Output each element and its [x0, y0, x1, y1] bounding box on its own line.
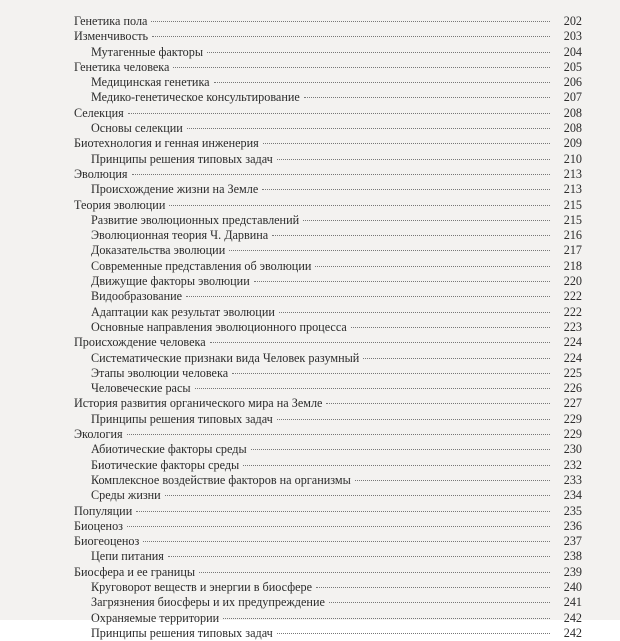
- toc-entry: [74, 167, 582, 182]
- toc-subentry: [74, 259, 582, 274]
- toc-entry: [74, 519, 582, 534]
- toc-page-number: 230: [563, 442, 582, 457]
- toc-entry: [74, 136, 582, 151]
- toc-subentry: [74, 488, 582, 503]
- toc-entry-title: Генетика человека: [74, 59, 170, 74]
- toc-entry-title: Теория эволюции: [74, 197, 166, 212]
- dot-leader: [326, 403, 550, 404]
- toc-page-number: 224: [563, 335, 582, 350]
- toc-entry: [74, 534, 582, 549]
- dot-leader: [279, 312, 550, 313]
- toc-page-number: 217: [563, 243, 582, 258]
- dot-leader: [128, 113, 550, 114]
- table-of-contents: [74, 14, 582, 641]
- dot-leader: [316, 587, 550, 588]
- dot-leader: [304, 97, 550, 98]
- toc-page-number: 209: [563, 136, 582, 151]
- toc-page-number: 236: [563, 518, 582, 533]
- toc-entry-title: Селекция: [74, 105, 124, 120]
- toc-subentry: [74, 121, 582, 136]
- dot-leader: [277, 419, 550, 420]
- toc-page-number: 241: [563, 595, 582, 610]
- toc-page-number: 204: [563, 44, 582, 59]
- toc-entry-title: Медико-генетическое консультирование: [91, 90, 300, 105]
- toc-entry: [74, 335, 582, 350]
- toc-page-number: 220: [563, 274, 582, 289]
- dot-leader: [127, 434, 550, 435]
- toc-entry-title: Происхождение жизни на Земле: [91, 182, 259, 197]
- toc-subentry: [74, 289, 582, 304]
- toc-page-number: 234: [563, 488, 582, 503]
- dot-leader: [251, 449, 550, 450]
- dot-leader: [363, 358, 550, 359]
- toc-entry-title: История развития органического мира на Земле: [74, 396, 323, 411]
- dot-leader: [186, 296, 550, 297]
- dot-leader: [355, 480, 550, 481]
- toc-entry-title: Основные направления эволюционного процесса: [91, 319, 347, 334]
- toc-page-number: 239: [563, 564, 582, 579]
- toc-subentry: [74, 213, 582, 228]
- toc-subentry: [74, 381, 582, 396]
- toc-entry-title: Принципы решения типовых задач: [91, 411, 273, 426]
- toc-entry-title: Медицинская генетика: [91, 75, 210, 90]
- toc-entry-title: Современные представления об эволюции: [91, 258, 312, 273]
- toc-page-number: 213: [563, 182, 582, 197]
- toc-entry-title: Человеческие расы: [91, 381, 191, 396]
- toc-entry-title: Изменчивость: [74, 29, 149, 44]
- toc-entry-title: Популяции: [74, 503, 133, 518]
- toc-subentry: [74, 274, 582, 289]
- toc-entry-title: Эволюция: [74, 166, 128, 181]
- toc-entry-title: Доказательства эволюции: [91, 243, 226, 258]
- toc-page-number: 242: [563, 625, 582, 640]
- toc-entry-title: Принципы решения типовых задач: [91, 625, 273, 640]
- toc-page-number: 225: [563, 365, 582, 380]
- toc-entry-title: Биоценоз: [74, 518, 123, 533]
- dot-leader: [169, 205, 550, 206]
- toc-page-number: 238: [563, 549, 582, 564]
- dot-leader: [165, 495, 550, 496]
- toc-entry-title: Комплексное воздействие факторов на организмы: [91, 472, 351, 487]
- toc-entry-title: Адаптации как результат эволюции: [91, 304, 275, 319]
- toc-subentry: [74, 305, 582, 320]
- dot-leader: [351, 327, 550, 328]
- dot-leader: [151, 21, 550, 22]
- toc-subentry: [74, 182, 582, 197]
- dot-leader: [277, 159, 550, 160]
- toc-subentry: [74, 351, 582, 366]
- dot-leader: [277, 633, 550, 634]
- toc-entry-title: Экология: [74, 427, 123, 442]
- toc-subentry: [74, 580, 582, 595]
- toc-entry: [74, 106, 582, 121]
- toc-entry-title: Эволюционная теория Ч. Дарвина: [91, 228, 269, 243]
- dot-leader: [152, 36, 550, 37]
- toc-page-number: 237: [563, 534, 582, 549]
- toc-page-number: 222: [563, 304, 582, 319]
- toc-subentry: [74, 45, 582, 60]
- toc-entry: [74, 198, 582, 213]
- toc-page-number: 218: [563, 258, 582, 273]
- toc-page-number: 233: [563, 472, 582, 487]
- toc-entry: [74, 396, 582, 411]
- toc-page-number: 226: [563, 381, 582, 396]
- toc-subentry: [74, 595, 582, 610]
- dot-leader: [329, 602, 550, 603]
- dot-leader: [132, 174, 551, 175]
- dot-leader: [136, 511, 550, 512]
- toc-page-number: 227: [563, 396, 582, 411]
- toc-entry: [74, 565, 582, 580]
- dot-leader: [243, 465, 550, 466]
- toc-subentry: [74, 320, 582, 335]
- toc-page-number: 213: [563, 166, 582, 181]
- dot-leader: [143, 541, 550, 542]
- toc-page-number: 206: [563, 75, 582, 90]
- dot-leader: [168, 556, 550, 557]
- toc-page-number: 235: [563, 503, 582, 518]
- toc-page-number: 203: [563, 29, 582, 44]
- toc-page-number: 215: [563, 197, 582, 212]
- toc-page-number: 222: [563, 289, 582, 304]
- toc-subentry: [74, 442, 582, 457]
- toc-entry-title: Охраняемые территории: [91, 610, 220, 625]
- toc-entry-title: Биосфера и ее границы: [74, 564, 196, 579]
- toc-subentry: [74, 458, 582, 473]
- toc-page-number: 207: [563, 90, 582, 105]
- dot-leader: [127, 526, 550, 527]
- toc-entry-title: Биотехнология и генная инженерия: [74, 136, 259, 151]
- toc-page-number: 242: [563, 610, 582, 625]
- toc-entry: [74, 60, 582, 75]
- dot-leader: [223, 618, 550, 619]
- toc-page-number: 240: [563, 579, 582, 594]
- toc-entry: [74, 14, 582, 29]
- toc-subentry: [74, 75, 582, 90]
- dot-leader: [199, 572, 550, 573]
- dot-leader: [210, 342, 550, 343]
- toc-page-number: 229: [563, 411, 582, 426]
- toc-subentry: [74, 626, 582, 641]
- dot-leader: [303, 220, 550, 221]
- toc-page-number: 208: [563, 121, 582, 136]
- toc-entry-title: Среды жизни: [91, 488, 161, 503]
- dot-leader: [262, 189, 550, 190]
- toc-page-number: 210: [563, 151, 582, 166]
- toc-entry-title: Загрязнения биосферы и их предупреждение: [91, 595, 325, 610]
- toc-page-number: 205: [563, 59, 582, 74]
- toc-page-number: 223: [563, 319, 582, 334]
- dot-leader: [263, 143, 550, 144]
- toc-entry-title: Цепи питания: [91, 549, 164, 564]
- dot-leader: [315, 266, 550, 267]
- toc-page-number: 229: [563, 427, 582, 442]
- dot-leader: [187, 128, 550, 129]
- toc-subentry: [74, 90, 582, 105]
- toc-subentry: [74, 243, 582, 258]
- toc-page-number: 208: [563, 105, 582, 120]
- toc-subentry: [74, 152, 582, 167]
- toc-entry-title: Систематические признаки вида Человек разумный: [91, 350, 360, 365]
- toc-subentry: [74, 228, 582, 243]
- toc-subentry: [74, 549, 582, 564]
- toc-entry-title: Происхождение человека: [74, 335, 206, 350]
- toc-entry-title: Движущие факторы эволюции: [91, 274, 250, 289]
- toc-entry-title: Мутагенные факторы: [91, 44, 204, 59]
- toc-entry-title: Принципы решения типовых задач: [91, 151, 273, 166]
- dot-leader: [173, 67, 550, 68]
- toc-page-number: 202: [563, 14, 582, 28]
- toc-entry-title: Развитие эволюционных представлений: [91, 212, 300, 227]
- toc-page-number: 224: [563, 350, 582, 365]
- toc-subentry: [74, 412, 582, 427]
- dot-leader: [195, 388, 550, 389]
- toc-entry: [74, 427, 582, 442]
- toc-entry-title: Абиотические факторы среды: [91, 442, 247, 457]
- toc-entry-title: Видообразование: [91, 289, 183, 304]
- dot-leader: [207, 52, 550, 53]
- toc-subentry: [74, 473, 582, 488]
- dot-leader: [229, 250, 550, 251]
- toc-entry-title: Биогеоценоз: [74, 534, 140, 549]
- toc-entry: [74, 504, 582, 519]
- toc-entry-title: Круговорот веществ и энергии в биосфере: [91, 579, 313, 594]
- toc-entry-title: Этапы эволюции человека: [91, 365, 229, 380]
- toc-entry-title: Генетика пола: [74, 14, 148, 28]
- dot-leader: [272, 235, 550, 236]
- toc-page-number: 215: [563, 212, 582, 227]
- dot-leader: [254, 281, 550, 282]
- toc-page-number: 232: [563, 457, 582, 472]
- toc-entry-title: Основы селекции: [91, 121, 183, 136]
- toc-subentry: [74, 611, 582, 626]
- dot-leader: [214, 82, 550, 83]
- toc-subentry: [74, 366, 582, 381]
- toc-entry: [74, 29, 582, 44]
- toc-page-number: 216: [563, 228, 582, 243]
- toc-entry-title: Биотические факторы среды: [91, 457, 240, 472]
- dot-leader: [232, 373, 550, 374]
